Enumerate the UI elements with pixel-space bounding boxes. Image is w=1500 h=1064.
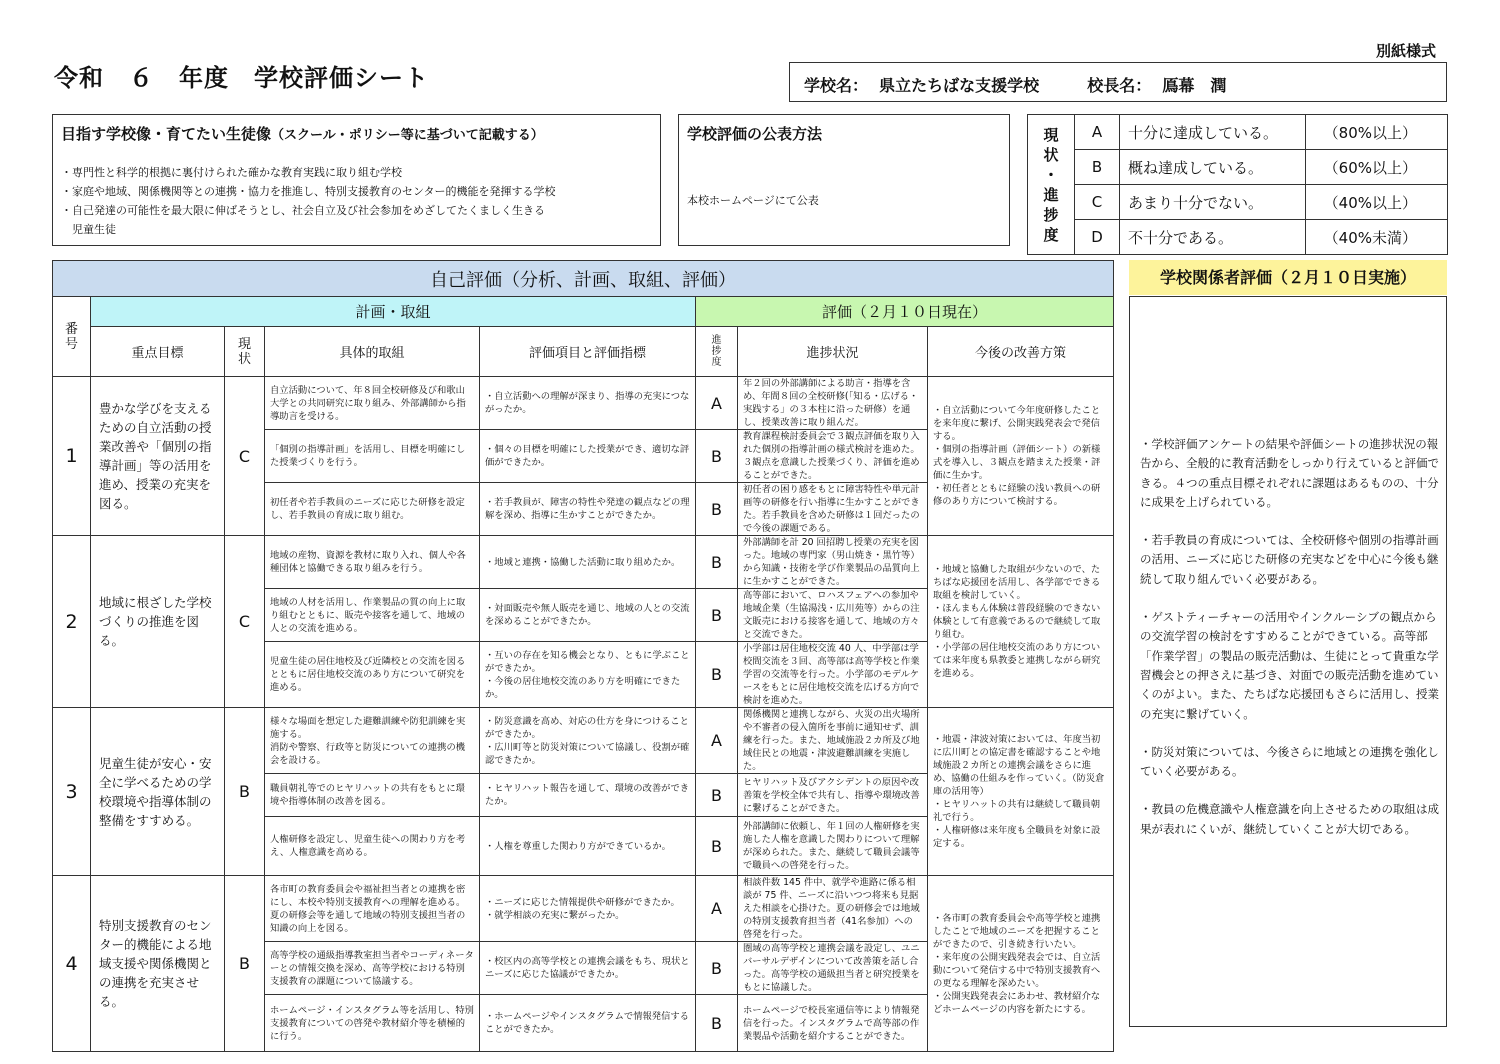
- grade-desc: 概ね達成している。: [1120, 150, 1306, 185]
- kohyo-body: 本校ホームページにて公表: [687, 194, 819, 207]
- improve-cell: ・地域と協働した取組が少ないので、たちばな応援団を活用し、各学部でできる取組を検討していく。 ・ほんまもん体験は普段経験のできない体験として有意義であるので継続して取り組む。 ・小学部の居住地校交流のあり方については来年度も県教委と連携しながら研究を進める。: [928, 536, 1114, 708]
- col-goal: 重点目標: [91, 327, 225, 377]
- situation-cell: ホームページで校長室通信等により情報発信を行った。インスタグラムで高等部の作業製品や活動を紹介することができた。: [738, 995, 928, 1052]
- improve-cell: ・自立活動について今年度研修したことを来年度に繋げ、公開実践発表会で発信する。 ・個別の指導計画（評価シート）の新様式を導入し、３観点を踏まえた授業・評価に生かす。 ・初任者とともに経験の浅い教員への研修のあり方について検討する。: [928, 377, 1114, 536]
- progress-grade: B: [696, 483, 738, 536]
- grade-pct: （40%以上）: [1306, 185, 1448, 220]
- action-cell: 各市町の教育委員会や福祉担当者との連携を密にし、本校や特別支援教育への理解を進める。夏の研修会等を通して地域の特別支援担当者の知識の向上を図る。: [265, 876, 480, 942]
- situation-cell: 高等部において、ロハスフェアへの参加や地域企業（生協湯浅・広川苑等）からの注文販売における接客を通して、地域の方々と交流できた。: [738, 589, 928, 642]
- criteria-cell: ・人権を尊重した関わり方ができているか。: [480, 817, 696, 876]
- criteria-cell: ・ホームページやインスタグラムで情報発信することができたか。: [480, 995, 696, 1052]
- situation-cell: 圏域の高等学校と連携会議を設定し、ユニバーサルデザインについて改善策を話し合った。高等学校の通級担当者と研究授業をもとに協議した。: [738, 942, 928, 995]
- progress-grade: B: [696, 774, 738, 817]
- goal-row: [53, 708, 1114, 774]
- criteria-cell: ・校区内の高等学校との連携会議をもち、現状とニーズに応じた協議ができたか。: [480, 942, 696, 995]
- betsu-label: 別紙様式: [1376, 42, 1437, 60]
- situation-cell: 関係機関と連携しながら、火災の出火場所や不審者の侵入箇所を事前に通知せず、訓練を行った。また、地域施設２カ所及び地域住民との地震・津波避難訓練を実施した。: [738, 708, 928, 774]
- self-evaluation-table: [52, 260, 1114, 1052]
- goal-number: 4: [53, 876, 91, 1052]
- kankeisha-text: [1140, 435, 1440, 858]
- grade-scale-table: [1027, 114, 1448, 255]
- grade-letter: C: [1075, 185, 1120, 220]
- criteria-cell: ・個々の目標を明確にした授業ができ、適切な評価ができたか。: [480, 430, 696, 483]
- kankeisha-para: ・若手教員の育成については、全校研修や個別の指導計画の活用、ニーズに応じた研修の充実などを中心に今後も継続して取り組んでいく必要がある。: [1140, 533, 1439, 586]
- action-cell: 高等学校の通級指導教室担当者やコーディネーターとの情報交換を深め、高等学校における特別支援教育の課題について協議する。: [265, 942, 480, 995]
- school-label: 学校名：: [804, 76, 869, 95]
- kohyo-box: [678, 114, 1010, 246]
- kankeisha-title: 学校関係者評価（２月１０日実施）: [1129, 260, 1447, 295]
- action-cell: 児童生徒の居住地校及び近隣校との交流を図るとともに居住地校交流のあり方について研究を進める。: [265, 642, 480, 708]
- action-cell: 「個別の指導計画」を活用し、目標を明確にした授業づくりを行う。: [265, 430, 480, 483]
- self-eval-title: 自己評価（分析、計画、取組、評価）: [53, 261, 1114, 297]
- grade-letter: A: [1075, 115, 1120, 150]
- criteria-cell: ・地域と連携・協働した活動に取り組めたか。: [480, 536, 696, 589]
- grade-desc: あまり十分でない。: [1120, 185, 1306, 220]
- kohyo-title: 学校評価の公表方法: [687, 125, 823, 143]
- kankeisha-para: ・防災対策については、今後さらに地域との連携を強化していく必要がある。: [1140, 744, 1439, 779]
- improve-cell: ・各市町の教育委員会や高等学校と連携したことで地域のニーズを把握することができたので、引き続き行いたい。 ・来年度の公開実践発表会では、自立活動について発信する中で特別支援教育への更なる理解を深めたい。 ・公開実践発表会にあわせ、教材紹介などホームページの内容を新たにする。: [928, 876, 1114, 1052]
- goal-text: 児童生徒が安心・安全に学べるための学校環境や指導体制の整備をすすめる。: [91, 708, 225, 876]
- grade-desc: 十分に達成している。: [1120, 115, 1306, 150]
- goal-text: 豊かな学びを支えるための自立活動の授業改善や「個別の指導計画」等の活用を進め、授業の充実を図る。: [91, 377, 225, 536]
- goal-row: [53, 536, 1114, 589]
- criteria-cell: ・防災意識を高め、対応の仕方を身につけることができたか。 ・広川町等と防災対策について協議し、役割が確認できたか。: [480, 708, 696, 774]
- grade-pct: （80%以上）: [1306, 115, 1448, 150]
- situation-cell: 年２回の外部講師による助言・指導を含め、年間８回の全校研修(「知る・広げる・実践する」の３本柱に沿った研修）を通し、授業改善に取り組んだ。: [738, 377, 928, 430]
- action-cell: 初任者や若手教員のニーズに応じた研修を設定し、若手教員の育成に取り組む。: [265, 483, 480, 536]
- criteria-cell: ・ヒヤリハット報告を通して、環境の改善ができたか。: [480, 774, 696, 817]
- col-status: 現 状: [225, 327, 265, 377]
- progress-grade: A: [696, 377, 738, 430]
- kankeisha-para: ・学校評価アンケートの結果や評価シートの進捗状況の報告から、全般的に教育活動をしっかり行えていると評価できる。４つの重点目標それぞれに課題はあるものの、十分に成果を上げられている。: [1140, 437, 1439, 509]
- col-progress: 進 捗 度: [696, 327, 738, 377]
- grade-scale-vertical-label: 現 状 ・ 進 捗 度: [1028, 115, 1075, 255]
- situation-cell: ヒヤリハット及びアクシデントの原因や改善策を学校全体で共有し、指導や環境改善に繋げることができた。: [738, 774, 928, 817]
- grade-pct: （40%未満）: [1306, 220, 1448, 255]
- col-num: 番 号: [53, 297, 91, 377]
- goal-status: B: [225, 876, 265, 1052]
- situation-cell: 外部講師に依頼し、年１回の人権研修を実施した人権を意識した関わりについて理解が深められた。また、継続して職員会議等で職員への啓発を行った。: [738, 817, 928, 876]
- grade-letter: B: [1075, 150, 1120, 185]
- kankeisha-para: ・教員の危機意識や人権意識を向上させるための取組は成果が表れにくいが、継続していくことが大切である。: [1140, 802, 1439, 836]
- action-cell: 様々な場面を想定した避難訓練や防犯訓練を実施する。 消防や警察、行政等と防災についての連携の機会を設ける。: [265, 708, 480, 774]
- goal-status: C: [225, 377, 265, 536]
- progress-grade: B: [696, 589, 738, 642]
- mezasu-line: ・家庭や地域、関係機関等との連携・協力を推進し、特別支援教育のセンター的機能を発揮する学校: [61, 185, 556, 198]
- principal-name: 鳫幕 潤: [1162, 76, 1227, 95]
- progress-grade: B: [696, 536, 738, 589]
- col-improve: 今後の改善方策: [928, 327, 1114, 377]
- col-criteria: 評価項目と評価指標: [480, 327, 696, 377]
- mezasu-line: 児童生徒: [61, 223, 116, 236]
- mezasu-body: [61, 163, 651, 239]
- kankeisha-box: [1129, 296, 1447, 1027]
- grade-pct: （60%以上）: [1306, 150, 1448, 185]
- action-cell: 職員朝礼等でのヒヤリハットの共有をもとに環境や指導体制の改善を図る。: [265, 774, 480, 817]
- situation-cell: 相談件数 145 件中、就学や進路に係る相談が 75 件、ニーズに沿いつつ将来も見据えた相談を心掛けた。夏の研修会では地域の特別支援教育担当者（41名参加）への啓発を行った。: [738, 876, 928, 942]
- criteria-cell: ・互いの存在を知る機会となり、ともに学ぶことができたか。 ・今後の居住地校交流のあり方を明確にできたか。: [480, 642, 696, 708]
- mezasu-box: [52, 114, 661, 246]
- action-cell: ホームページ・インスタグラム等を活用し、特別支援教育についての啓発や教材紹介等を積極的に行う。: [265, 995, 480, 1052]
- col-action: 具体的取組: [265, 327, 480, 377]
- mezasu-line: ・自己発達の可能性を最大限に伸ばそうとし、社会自立及び社会参加をめざしてたくましく生きる: [61, 204, 545, 217]
- improve-cell: ・地震・津波対策においては、年度当初に広川町との協定書を確認することや地域施設２カ所との連携会議をさらに進め、協働の仕組みを作っていく。（防災倉庫の活用等） ・ヒヤリハットの共有は継続して職員朝礼で行う。 ・人権研修は来年度も全職員を対象に設定する。: [928, 708, 1114, 876]
- criteria-cell: ・自立活動への理解が深まり、指導の充実につながったか。: [480, 377, 696, 430]
- action-cell: 地域の産物、資源を教材に取り入れ、個人や各種団体と協働できる取り組みを行う。: [265, 536, 480, 589]
- goal-status: B: [225, 708, 265, 876]
- criteria-cell: ・対面販売や無人販売を通じ、地域の人との交流を深めることができたか。: [480, 589, 696, 642]
- goal-number: 3: [53, 708, 91, 876]
- goal-text: 特別支援教育のセンター的機能による地域支援や関係機関との連携を充実させる。: [91, 876, 225, 1052]
- grade-letter: D: [1075, 220, 1120, 255]
- criteria-cell: ・ニーズに応じた情報提供や研修ができたか。 ・就学相談の充実に繋がったか。: [480, 876, 696, 942]
- progress-grade: B: [696, 642, 738, 708]
- situation-cell: 教育課程検討委員会で３観点評価を取り入れた個別の指導計画の様式検討を進めた。３観点を意識した授業づくり、評価を進めることができた。: [738, 430, 928, 483]
- mezasu-title-note: （スクール・ポリシー等に基づいて記載する）: [271, 128, 544, 143]
- goal-text: 地域に根ざした学校づくりの推進を図る。: [91, 536, 225, 708]
- progress-grade: B: [696, 817, 738, 876]
- situation-cell: 小学部は居住地校交流 40 人、中学部は学校間交流を３回、高等部は高等学校と作業学習の交流等を行った。小学部のモデルケースをもとに居住地校交流を広げる方向で検討を進めた。: [738, 642, 928, 708]
- action-cell: 自立活動について、年８回全校研修及び和歌山大学との共同研究に取り組み、外部講師から指導助言を受ける。: [265, 377, 480, 430]
- progress-grade: A: [696, 876, 738, 942]
- col-situation: 進捗状況: [738, 327, 928, 377]
- situation-cell: 外部講師を計 20 回招聘し授業の充実を図った。地域の専門家（男山焼き・黒竹等）から知識・技術を学び作業製品の品質向上に生かすことができた。: [738, 536, 928, 589]
- situation-cell: 初任者の困り感をもとに障害特性や単元計画等の研修を行い指導に生かすことができた。若手教員を含めた研修は１回だったので今後の課題である。: [738, 483, 928, 536]
- progress-grade: A: [696, 708, 738, 774]
- progress-grade: B: [696, 995, 738, 1052]
- kankeisha-para: ・ゲストティーチャーの活用やインクルーシブの観点からの交流学習の検討をすすめることができている。高等部「作業学習」の製品の販売活動は、生徒にとって貴重な学習機会との押さえに基づき、対面での販売活動を進めていくのがよい。また、たちばな応援団もさらに活用し、授業の充実に繋げていく。: [1140, 610, 1439, 721]
- action-cell: 地域の人材を活用し、作業製品の質の向上に取り組むとともに、販売や接客を通して、地域の人との交流を進める。: [265, 589, 480, 642]
- goal-row: [53, 876, 1114, 942]
- goal-number: 2: [53, 536, 91, 708]
- grade-desc: 不十分である。: [1120, 220, 1306, 255]
- goal-row: [53, 377, 1114, 430]
- mezasu-title: 目指す学校像・育てたい生徒像（スクール・ポリシー等に基づいて記載する）: [61, 125, 544, 143]
- page-title: 令和 ６ 年度 学校評価シート: [54, 64, 429, 92]
- school-info-box: [789, 62, 1447, 102]
- criteria-cell: ・若手教員が、障害の特性や発達の観点などの理解を深め、指導に生かすことができたか。: [480, 483, 696, 536]
- eval-header: 評価（２月１０日現在）: [696, 297, 1114, 327]
- principal-label: 校長名：: [1087, 76, 1152, 95]
- action-cell: 人権研修を設定し、児童生徒への関わり方を考え、人権意識を高める。: [265, 817, 480, 876]
- progress-grade: B: [696, 942, 738, 995]
- progress-grade: B: [696, 430, 738, 483]
- plan-header: 計画・取組: [91, 297, 696, 327]
- goal-status: C: [225, 536, 265, 708]
- goal-number: 1: [53, 377, 91, 536]
- school-name: 県立たちばな支援学校: [879, 76, 1040, 95]
- mezasu-line: ・専門性と科学的根拠に裏付けられた確かな教育実践に取り組む学校: [61, 166, 402, 179]
